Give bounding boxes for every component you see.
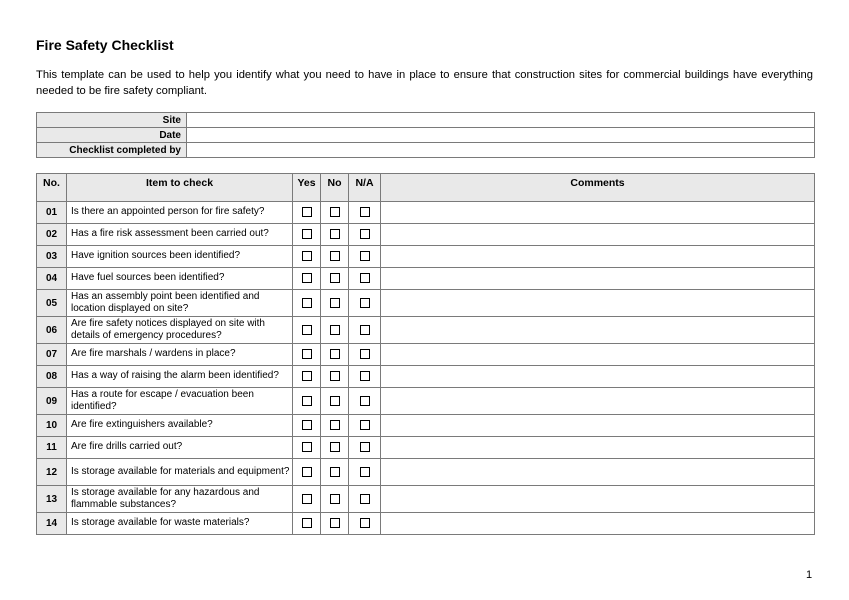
na-checkbox[interactable] [360, 349, 370, 359]
completed-by-field[interactable] [187, 143, 815, 158]
row-number: 09 [37, 388, 67, 415]
na-checkbox[interactable] [360, 518, 370, 528]
table-row [37, 388, 815, 415]
comments-field[interactable] [381, 459, 815, 486]
row-number: 13 [37, 486, 67, 513]
no-checkbox[interactable] [330, 467, 340, 477]
yes-cell [293, 459, 321, 486]
table-row [37, 317, 815, 344]
na-checkbox[interactable] [360, 467, 370, 477]
yes-checkbox[interactable] [302, 349, 312, 359]
row-item-text: Has a way of raising the alarm been identified? [67, 366, 293, 388]
row-number: 14 [37, 513, 67, 535]
comments-field[interactable] [381, 513, 815, 535]
row-number: 04 [37, 268, 67, 290]
na-cell [349, 388, 381, 415]
row-item-text: Has an assembly point been identified and location displayed on site? [67, 290, 293, 317]
na-cell [349, 246, 381, 268]
page-title: Fire Safety Checklist [36, 37, 174, 53]
no-checkbox[interactable] [330, 251, 340, 261]
table-row [37, 268, 815, 290]
row-item-text: Has a fire risk assessment been carried out? [67, 224, 293, 246]
yes-cell [293, 344, 321, 366]
comments-field[interactable] [381, 202, 815, 224]
table-row [37, 290, 815, 317]
na-checkbox[interactable] [360, 325, 370, 335]
yes-checkbox[interactable] [302, 229, 312, 239]
no-checkbox[interactable] [330, 273, 340, 283]
na-cell [349, 268, 381, 290]
row-number: 08 [37, 366, 67, 388]
comments-field[interactable] [381, 268, 815, 290]
row-number: 10 [37, 415, 67, 437]
yes-cell [293, 486, 321, 513]
col-header-no: No. [37, 174, 67, 202]
row-item-text: Are fire drills carried out? [67, 437, 293, 459]
comments-field[interactable] [381, 437, 815, 459]
site-row [37, 113, 815, 128]
yes-checkbox[interactable] [302, 467, 312, 477]
comments-field[interactable] [381, 317, 815, 344]
no-checkbox[interactable] [330, 442, 340, 452]
na-cell [349, 224, 381, 246]
no-checkbox[interactable] [330, 494, 340, 504]
no-cell [321, 344, 349, 366]
no-cell [321, 246, 349, 268]
comments-field[interactable] [381, 344, 815, 366]
na-checkbox[interactable] [360, 371, 370, 381]
date-field[interactable] [187, 128, 815, 143]
no-cell [321, 290, 349, 317]
yes-checkbox[interactable] [302, 396, 312, 406]
na-checkbox[interactable] [360, 229, 370, 239]
yes-checkbox[interactable] [302, 298, 312, 308]
comments-field[interactable] [381, 366, 815, 388]
yes-cell [293, 437, 321, 459]
no-cell [321, 437, 349, 459]
row-item-text: Is storage available for waste materials? [67, 513, 293, 535]
row-number: 11 [37, 437, 67, 459]
table-row [37, 415, 815, 437]
no-cell [321, 317, 349, 344]
yes-cell [293, 268, 321, 290]
row-item-text: Have ignition sources been identified? [67, 246, 293, 268]
na-cell [349, 202, 381, 224]
no-checkbox[interactable] [330, 207, 340, 217]
no-checkbox[interactable] [330, 420, 340, 430]
no-cell [321, 268, 349, 290]
no-checkbox[interactable] [330, 349, 340, 359]
yes-checkbox[interactable] [302, 325, 312, 335]
row-number: 01 [37, 202, 67, 224]
table-row [37, 366, 815, 388]
col-header-yes: Yes [293, 174, 321, 202]
table-row [37, 246, 815, 268]
yes-cell [293, 366, 321, 388]
comments-field[interactable] [381, 415, 815, 437]
date-label: Date [37, 128, 187, 143]
row-number: 06 [37, 317, 67, 344]
table-row [37, 437, 815, 459]
yes-checkbox[interactable] [302, 273, 312, 283]
table-row [37, 513, 815, 535]
no-checkbox[interactable] [330, 371, 340, 381]
yes-cell [293, 317, 321, 344]
yes-checkbox[interactable] [302, 420, 312, 430]
site-details-table [36, 112, 815, 158]
table-row [37, 224, 815, 246]
no-cell [321, 486, 349, 513]
no-checkbox[interactable] [330, 396, 340, 406]
na-cell [349, 437, 381, 459]
no-cell [321, 415, 349, 437]
row-number: 03 [37, 246, 67, 268]
na-cell [349, 513, 381, 535]
checklist-table [36, 173, 815, 535]
na-checkbox[interactable] [360, 273, 370, 283]
row-item-text: Are fire safety notices displayed on site with details of emergency procedures? [67, 317, 293, 344]
checklist-header-row [37, 174, 815, 202]
na-cell [349, 366, 381, 388]
yes-cell [293, 246, 321, 268]
completed-by-row [37, 143, 815, 158]
yes-checkbox[interactable] [302, 494, 312, 504]
row-item-text: Is storage available for any hazardous and flammable substances? [67, 486, 293, 513]
site-field[interactable] [187, 113, 815, 128]
na-cell [349, 290, 381, 317]
yes-checkbox[interactable] [302, 251, 312, 261]
row-number: 12 [37, 459, 67, 486]
row-item-text: Is storage available for materials and equipment? [67, 459, 293, 486]
completed-by-label: Checklist completed by [37, 143, 187, 158]
comments-field[interactable] [381, 224, 815, 246]
table-row [37, 486, 815, 513]
na-checkbox[interactable] [360, 396, 370, 406]
na-checkbox[interactable] [360, 442, 370, 452]
row-item-text: Have fuel sources been identified? [67, 268, 293, 290]
no-checkbox[interactable] [330, 298, 340, 308]
page-number: 1 [806, 569, 813, 581]
date-row [37, 128, 815, 143]
na-checkbox[interactable] [360, 420, 370, 430]
na-cell [349, 344, 381, 366]
no-checkbox[interactable] [330, 229, 340, 239]
comments-field[interactable] [381, 290, 815, 317]
yes-cell [293, 202, 321, 224]
yes-cell [293, 290, 321, 317]
yes-cell [293, 388, 321, 415]
col-header-comments: Comments [381, 174, 815, 202]
no-cell [321, 202, 349, 224]
na-cell [349, 415, 381, 437]
site-label: Site [37, 113, 187, 128]
na-checkbox[interactable] [360, 494, 370, 504]
comments-field[interactable] [381, 486, 815, 513]
row-number: 02 [37, 224, 67, 246]
no-checkbox[interactable] [330, 518, 340, 528]
yes-checkbox[interactable] [302, 442, 312, 452]
yes-checkbox[interactable] [302, 207, 312, 217]
table-row [37, 459, 815, 486]
row-item-text: Are fire marshals / wardens in place? [67, 344, 293, 366]
na-cell [349, 317, 381, 344]
no-cell [321, 388, 349, 415]
na-checkbox[interactable] [360, 298, 370, 308]
row-item-text: Are fire extinguishers available? [67, 415, 293, 437]
yes-cell [293, 415, 321, 437]
yes-cell [293, 224, 321, 246]
intro-paragraph: This template can be used to help you identify what you need to have in place to ensure that construction sites for commercial buildings have everything needed to be fire safety compliant. [36, 69, 813, 97]
col-header-na: N/A [349, 174, 381, 202]
comments-field[interactable] [381, 246, 815, 268]
yes-checkbox[interactable] [302, 518, 312, 528]
no-cell [321, 459, 349, 486]
col-header-item: Item to check [67, 174, 293, 202]
no-checkbox[interactable] [330, 325, 340, 335]
col-header-no-answer: No [321, 174, 349, 202]
row-number: 05 [37, 290, 67, 317]
yes-cell [293, 513, 321, 535]
table-row [37, 202, 815, 224]
row-item-text: Has a route for escape / evacuation been identified? [67, 388, 293, 415]
row-number: 07 [37, 344, 67, 366]
na-checkbox[interactable] [360, 251, 370, 261]
no-cell [321, 513, 349, 535]
row-item-text: Is there an appointed person for fire safety? [67, 202, 293, 224]
comments-field[interactable] [381, 388, 815, 415]
table-row [37, 344, 815, 366]
yes-checkbox[interactable] [302, 371, 312, 381]
na-checkbox[interactable] [360, 207, 370, 217]
na-cell [349, 459, 381, 486]
na-cell [349, 486, 381, 513]
no-cell [321, 366, 349, 388]
no-cell [321, 224, 349, 246]
